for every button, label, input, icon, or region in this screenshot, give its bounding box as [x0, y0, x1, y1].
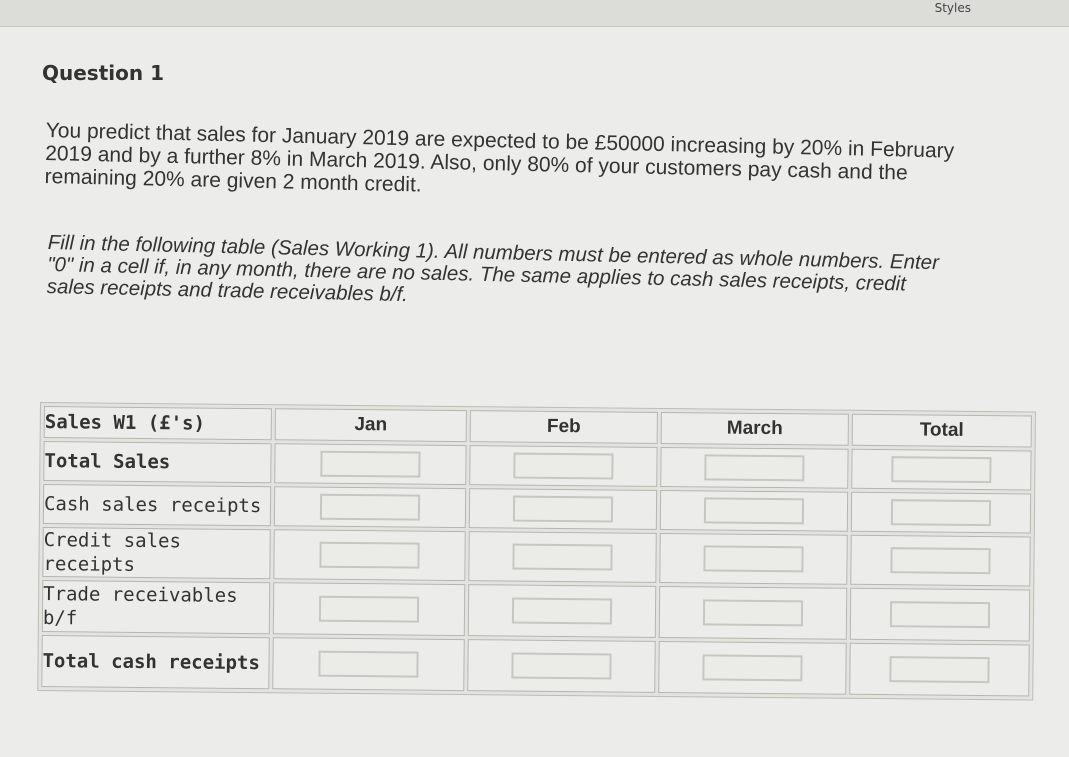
- styles-link[interactable]: Styles: [934, 1, 971, 15]
- input-total-sales-jan[interactable]: [320, 451, 420, 478]
- table-row: [41, 635, 1029, 696]
- input-total-cash-receipts-feb[interactable]: [511, 653, 611, 680]
- row-label-cash-sales-receipts: Cash sales receipts: [43, 484, 271, 526]
- column-header-feb: Feb: [470, 410, 658, 444]
- input-total-sales-total[interactable]: [891, 456, 991, 483]
- table-row: [43, 484, 1031, 533]
- input-trade-receivables-total[interactable]: [890, 601, 990, 628]
- input-credit-sales-feb[interactable]: [512, 544, 612, 571]
- top-toolbar: [0, 0, 1069, 27]
- table-header-row: [44, 406, 1032, 447]
- row-label-credit-sales-receipts: Credit sales receipts: [42, 527, 270, 579]
- input-total-sales-feb[interactable]: [513, 453, 613, 480]
- input-credit-sales-jan[interactable]: [319, 542, 419, 569]
- question-title: Question 1: [42, 61, 164, 85]
- instruction-text: Fill in the following table (Sales Working 1). All numbers must be entered as whole numbers. Enter "0" in a cell if, in any month, there are no sales. The same applies to cash sales receipts, credit sales receipts and trade receivables b/f.: [46, 231, 940, 307]
- input-trade-receivables-jan[interactable]: [319, 596, 419, 623]
- input-credit-sales-march[interactable]: [703, 545, 803, 572]
- input-total-sales-march[interactable]: [704, 454, 804, 481]
- input-cash-sales-feb[interactable]: [513, 496, 613, 523]
- table-row: [42, 580, 1030, 641]
- input-credit-sales-total[interactable]: [890, 547, 990, 574]
- column-header-jan: Jan: [275, 408, 467, 442]
- row-label-trade-receivables-bf: Trade receivables b/f: [42, 580, 270, 634]
- question-page: [0, 27, 1069, 757]
- table-row: [42, 527, 1030, 586]
- input-trade-receivables-feb[interactable]: [512, 598, 612, 625]
- sales-working-table: [37, 402, 1036, 701]
- question-text: You predict that sales for January 2019 are expected to be £50000 increasing by 20% in February 2019 and by a further 8% in March 2019. Also, only 80% of your customers pay cash and the remaining 20% are given 2 month credit.: [44, 119, 955, 197]
- input-cash-sales-march[interactable]: [704, 497, 804, 524]
- table-row: [43, 441, 1031, 490]
- input-trade-receivables-march[interactable]: [703, 599, 803, 626]
- column-header-march: March: [661, 412, 849, 446]
- input-cash-sales-total[interactable]: [891, 499, 991, 526]
- input-total-cash-receipts-jan[interactable]: [318, 651, 418, 678]
- row-label-total-sales: Total Sales: [43, 441, 271, 483]
- column-header-total: Total: [852, 414, 1032, 448]
- row-label-total-cash-receipts: Total cash receipts: [41, 635, 269, 689]
- input-total-cash-receipts-march[interactable]: [702, 654, 802, 681]
- input-cash-sales-jan[interactable]: [320, 494, 420, 521]
- table-corner-label: Sales W1 (£'s): [44, 406, 272, 440]
- input-total-cash-receipts-total[interactable]: [889, 656, 989, 683]
